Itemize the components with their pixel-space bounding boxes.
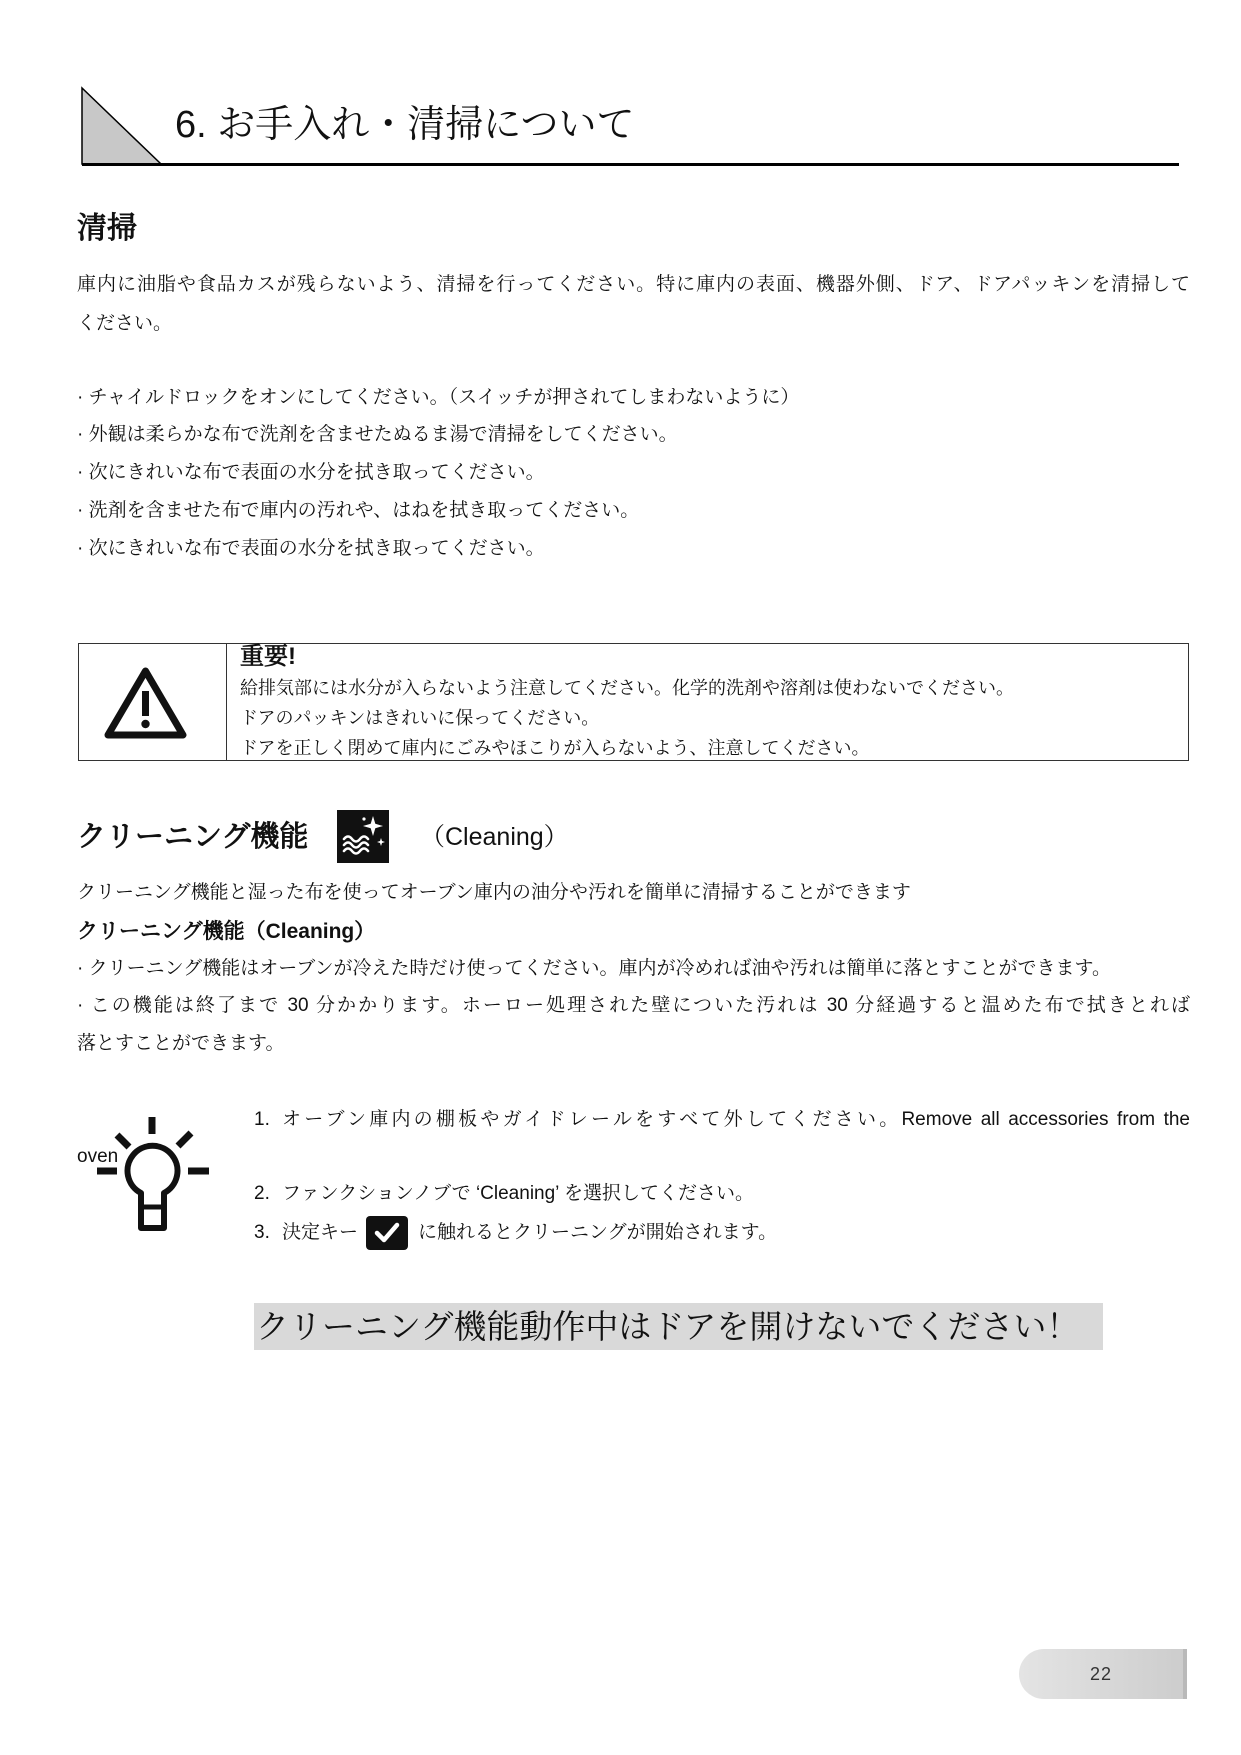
header-triangle-icon — [80, 86, 164, 166]
important-box-divider — [226, 644, 227, 760]
cleaning-function-description: クリーニング機能と湿った布を使ってオーブン庫内の油分や汚れを簡単に清掃することができます — [77, 882, 911, 903]
section-heading-cleaning: 清掃 — [77, 212, 137, 245]
step-text: ファンクションノブで ‘Cleaning’ を選択してください。 — [282, 1183, 754, 1204]
warning-banner: クリーニング機能動作中はドアを開けないでください！ — [254, 1303, 1103, 1350]
page-number: 22 — [1019, 1649, 1187, 1699]
intro-line-2: ください。 — [77, 313, 173, 334]
step-number: 2. — [254, 1183, 270, 1204]
step-number: 3. — [254, 1222, 270, 1243]
header-rule — [82, 163, 1179, 166]
important-line: 給排気部には水分が入らないよう注意してください。化学的洗剤や溶剤は使わないでください。 — [240, 678, 1014, 698]
page-title: 6. お手入れ・清掃について — [175, 104, 635, 146]
section-heading-cleaning-function: クリーニング機能 — [77, 821, 309, 853]
important-notice-box — [78, 643, 1189, 761]
cleaning-function-bullet: · この機能は終了まで 30 分かかります。ホーロー処理された壁についた汚れは 30 分経過すると温めた布で拭きとれば — [77, 995, 1190, 1016]
cleaning-function-bullet-continuation: 落とすことができます。 — [77, 1033, 285, 1054]
cleaning-bullet: · 次にきれいな布で表面の水分を拭き取ってください。 — [77, 538, 545, 559]
lightbulb-icon — [97, 1117, 209, 1232]
checkmark-key-icon — [366, 1216, 408, 1250]
step-text-continuation: oven — [77, 1146, 119, 1167]
step-text-after-icon: に触れるとクリーニングが開始されます。 — [418, 1222, 778, 1243]
important-line: ドアを正しく閉めて庫内にごみやほこりが入らないよう、注意してください。 — [240, 738, 870, 758]
important-line: ドアのパッキンはきれいに保ってください。 — [240, 708, 600, 728]
step-number: 1. — [254, 1109, 270, 1130]
cleaning-waves-icon — [337, 810, 389, 863]
warning-triangle-icon — [103, 666, 188, 740]
cleaning-bullet: · 洗剤を含ませた布で庫内の汚れや、はねを拭き取ってください。 — [77, 500, 640, 521]
step-text: オーブン庫内の棚板やガイドレールをすべて外してください。Remove all accessories from the — [282, 1109, 1190, 1130]
intro-line-1: 庫内に油脂や食品カスが残らないよう、清掃を行ってください。特に庫内の表面、機器外側、ドア、ドアパッキンを清掃して — [77, 274, 1190, 295]
step-text-before-icon: 決定キー — [282, 1222, 359, 1243]
important-heading: 重要! — [240, 643, 296, 670]
cleaning-bullet: · 外観は柔らかな布で洗剤を含ませたぬるま湯で清掃をしてください。 — [77, 424, 678, 445]
step-3-row — [254, 1216, 777, 1250]
cleaning-bullet: · チャイルドロックをオンにしてください。（スイッチが押されてしまわないように） — [77, 387, 800, 408]
cleaning-bullet: · 次にきれいな布で表面の水分を拭き取ってください。 — [77, 462, 545, 483]
cleaning-function-suffix: （Cleaning） — [420, 823, 569, 851]
cleaning-function-subheading: クリーニング機能（Cleaning） — [77, 920, 376, 943]
cleaning-function-bullet: · クリーニング機能はオーブンが冷えた時だけ使ってください。庫内が冷めれば油や汚れは簡単に落とすことができます。 — [77, 958, 1111, 979]
